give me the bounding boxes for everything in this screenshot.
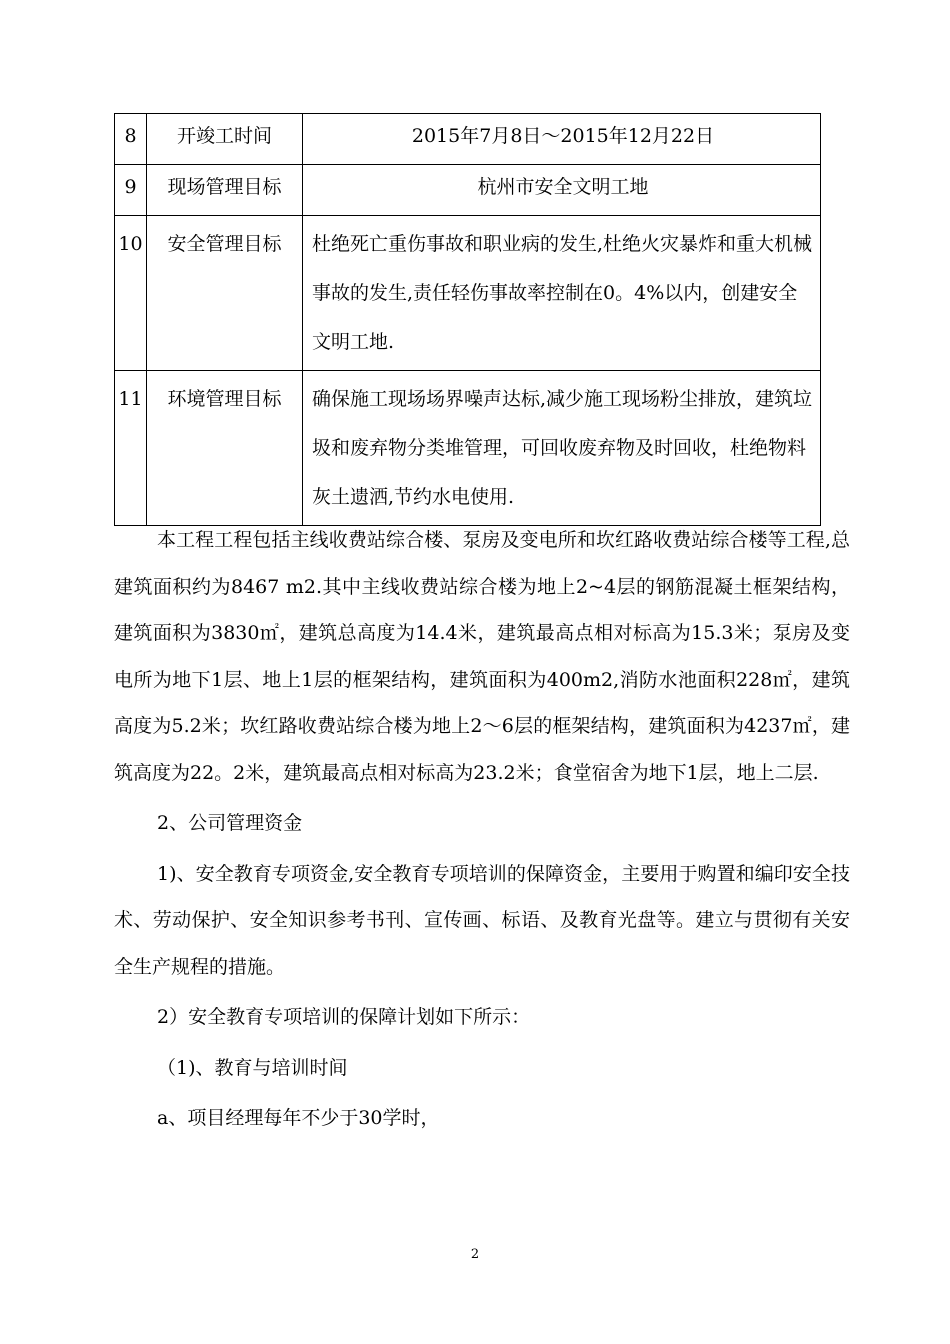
row-content: 2015年7月8日～2015年12月22日 xyxy=(303,114,821,165)
row-item: 环境管理目标 xyxy=(147,371,303,526)
paragraph-training-time: （1)、教育与培训时间 xyxy=(157,1056,348,1079)
row-content: 确保施工现场场界噪声达标,减少施工现场粉尘排放，建筑垃圾和废弃物分类堆管理，可回收废弃物及时回收，杜绝物料灰土遗洒,节约水电使用. xyxy=(303,371,821,526)
table-row xyxy=(115,165,821,216)
paragraph-training-plan: 2）安全教育专项培训的保障计划如下所示： xyxy=(157,1006,531,1028)
page-number: 2 xyxy=(470,1247,480,1262)
paragraph-education-funds: 1)、安全教育专项资金,安全教育专项培训的保障资金，主要用于购置和编印安全技术、劳动保护、安全知识参考书刊、宣传画、标语、及教育光盘等。建立与贯彻有关安全生产规程的措施。 xyxy=(114,862,850,978)
row-number: 10 xyxy=(115,216,147,371)
project-info-table xyxy=(114,113,821,526)
row-item: 现场管理目标 xyxy=(147,165,303,216)
row-number: 11 xyxy=(115,371,147,526)
paragraph-heading-funds: 2、公司管理资金 xyxy=(157,812,303,834)
body-text xyxy=(114,517,850,1142)
table-row xyxy=(115,216,821,371)
paragraph-manager-hours: a、项目经理每年不少于30学时， xyxy=(157,1107,440,1129)
paragraph-project-overview: 本工程工程包括主线收费站综合楼、泵房及变电所和坎红路收费站综合楼等工程,总建筑面积约为8467 m2.其中主线收费站综合楼为地上2~4层的钢筋混凝土框架结构，建筑面积为3830㎡，建筑总高度为14.4米，建筑最高点相对标高为15.3米；泵房及变电所为地下1层、地上1层的框架结构，建筑面积为400m2,消防水池面积228㎡，建筑高度为5.2米；坎红路收费站综合楼为地上2～6层的框架结构，建筑面积为4237㎡，建筑高度为22。2米，建筑最高点相对标高为23.2米；食堂宿舍为地下1层，地上二层. xyxy=(114,529,850,784)
row-number: 8 xyxy=(115,114,147,165)
row-number: 9 xyxy=(115,165,147,216)
table-row xyxy=(115,371,821,526)
row-item: 开竣工时间 xyxy=(147,114,303,165)
table-row xyxy=(115,114,821,165)
row-item: 安全管理目标 xyxy=(147,216,303,371)
row-content: 杜绝死亡重伤事故和职业病的发生,杜绝火灾暴炸和重大机械事故的发生,责任轻伤事故率控制在0。4%以内，创建安全文明工地. xyxy=(303,216,821,371)
row-content: 杭州市安全文明工地 xyxy=(303,165,821,216)
